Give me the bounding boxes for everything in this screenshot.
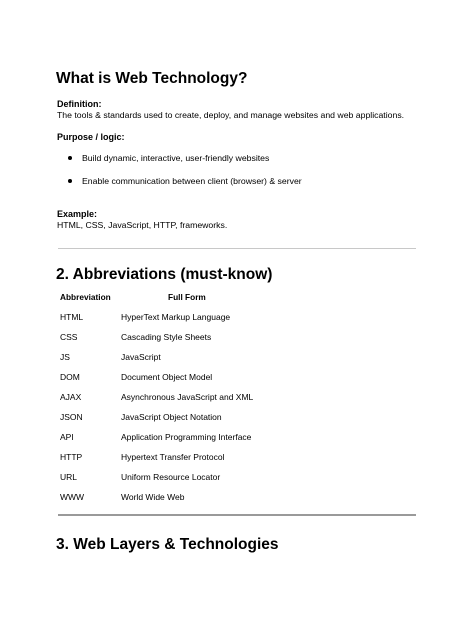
section3-title: 3. Web Layers & Technologies xyxy=(56,536,279,553)
abbr-cell: WWW xyxy=(60,492,85,502)
abbr-cell: JS xyxy=(60,352,70,362)
table-row xyxy=(60,492,360,506)
section1-title: What is Web Technology? xyxy=(56,70,248,87)
abbr-cell: URL xyxy=(60,472,78,482)
table-row xyxy=(60,392,360,406)
table-row xyxy=(60,312,360,326)
table-row xyxy=(60,452,360,466)
definition-label: Definition: xyxy=(57,99,102,109)
full-form-cell: Cascading Style Sheets xyxy=(121,332,212,342)
section2-title: 2. Abbreviations (must-know) xyxy=(56,266,273,283)
abbr-cell: JSON xyxy=(60,412,83,422)
purpose-item-text: Build dynamic, interactive, user-friendly websites xyxy=(82,153,270,163)
abbr-cell: AJAX xyxy=(60,392,82,402)
abbr-cell: DOM xyxy=(60,372,80,382)
section-divider xyxy=(58,248,416,249)
definition-text: The tools & standards used to create, deploy, and manage websites and web applications. xyxy=(57,110,405,120)
table-row xyxy=(60,372,360,386)
abbr-cell: HTTP xyxy=(60,452,83,462)
purpose-item-text: Enable communication between client (browser) & server xyxy=(82,176,302,186)
table-row xyxy=(60,352,360,366)
table-row xyxy=(60,472,360,486)
abbr-cell: API xyxy=(60,432,74,442)
bullet-icon xyxy=(68,156,72,160)
section-divider xyxy=(58,514,416,516)
purpose-item xyxy=(68,176,302,186)
table-row xyxy=(60,432,360,446)
table-row xyxy=(60,332,360,346)
abbr-cell: CSS xyxy=(60,332,78,342)
example-text: HTML, CSS, JavaScript, HTTP, frameworks. xyxy=(57,220,228,230)
full-form-cell: Hypertext Transfer Protocol xyxy=(121,452,225,462)
abbr-cell: HTML xyxy=(60,312,84,322)
table-header-abbreviation: Abbreviation xyxy=(60,292,111,302)
full-form-cell: Uniform Resource Locator xyxy=(121,472,221,482)
full-form-cell: Document Object Model xyxy=(121,372,213,382)
table-header-full-form: Full Form xyxy=(168,292,206,302)
purpose-label: Purpose / logic: xyxy=(57,132,125,142)
table-row xyxy=(60,412,360,426)
full-form-cell: HyperText Markup Language xyxy=(121,312,231,322)
purpose-item xyxy=(68,153,269,163)
example-label: Example: xyxy=(57,209,98,219)
full-form-cell: Application Programming Interface xyxy=(121,432,252,442)
full-form-cell: Asynchronous JavaScript and XML xyxy=(121,392,254,402)
full-form-cell: JavaScript Object Notation xyxy=(121,412,222,422)
full-form-cell: JavaScript xyxy=(121,352,161,362)
bullet-icon xyxy=(68,179,72,183)
full-form-cell: World Wide Web xyxy=(121,492,185,502)
